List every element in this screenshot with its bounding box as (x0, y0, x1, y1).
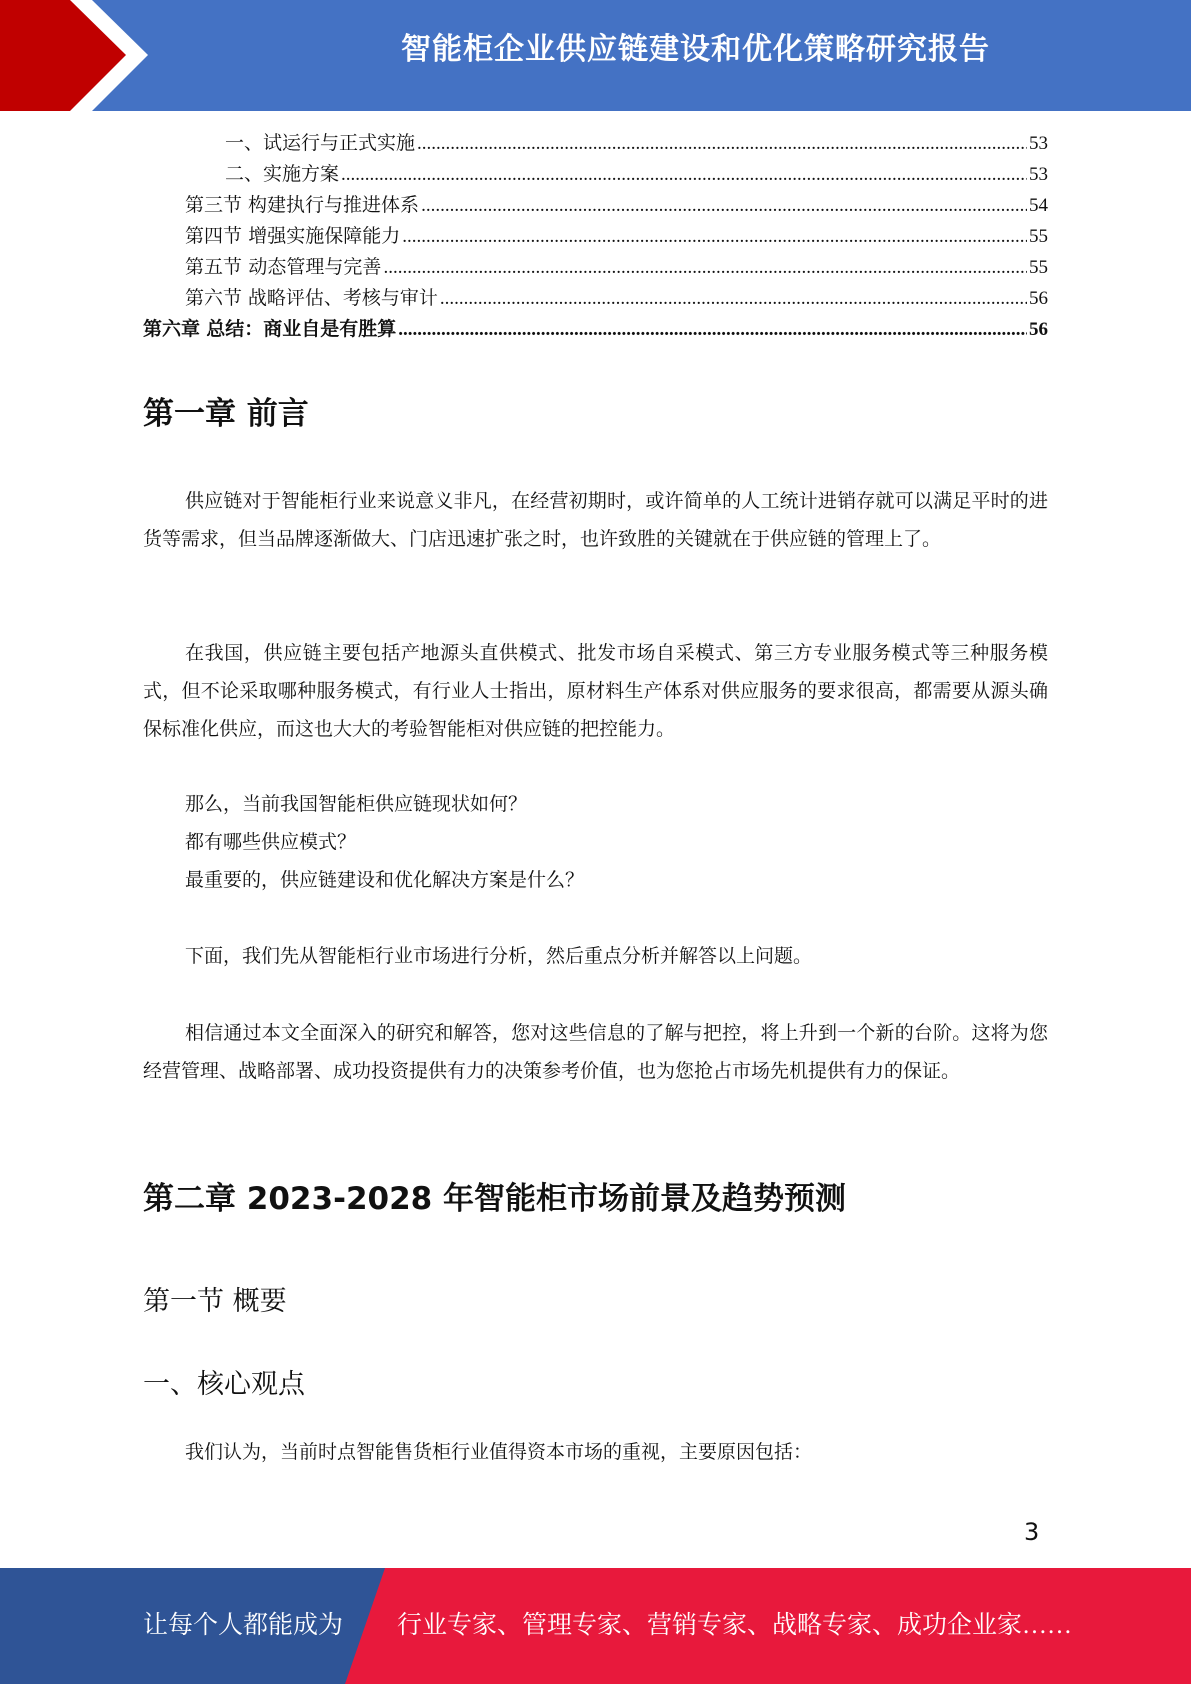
body-paragraph: 在我国，供应链主要包括产地源头直供模式、批发市场自采模式、第三方专业服务模式等三种服务模式，但不论采取哪种服务模式，有行业人士指出，原材料生产体系对供应服务的要求很高，都需要从源头确保标准化供应，而这也大大的考验智能柜对供应链的把控能力。 (143, 643, 1048, 740)
chapter-heading: 第二章 2023-2028 年智能柜市场前景及趋势预测 (143, 1181, 847, 1217)
toc-entry[interactable] (143, 314, 1048, 345)
toc-leader-dots (421, 190, 1027, 221)
toc-entry[interactable] (143, 221, 1048, 252)
toc-entry[interactable] (143, 159, 1048, 190)
toc-leader-dots (417, 128, 1027, 159)
toc-entry[interactable] (143, 128, 1048, 159)
toc-entry-label: 第四节 (185, 226, 243, 247)
table-of-contents (143, 128, 1048, 345)
toc-leader-dots (341, 159, 1027, 190)
page-number: 3 (1024, 1518, 1040, 1546)
footer-slogan-left: 让每个人都能成为 (143, 1612, 344, 1639)
toc-entry-label: 第五节 (185, 257, 243, 278)
toc-leader-dots (402, 221, 1027, 252)
toc-page-number: 53 (1029, 133, 1048, 154)
toc-entry-label: 第六节 (185, 288, 243, 309)
question-line: 都有哪些供应模式？ (185, 832, 357, 853)
question-line: 那么，当前我国智能柜供应链现状如何？ (185, 794, 528, 815)
toc-leader-dots (440, 283, 1027, 314)
page-header (0, 0, 1191, 111)
toc-page-number: 55 (1029, 226, 1048, 247)
toc-entry-text: 战略评估、考核与审计 (247, 288, 438, 309)
subsection-heading: 一、核心观点 (143, 1369, 305, 1400)
toc-entry-text: 总结：商业自是有胜算 (206, 319, 397, 340)
toc-entry-text: 二、实施方案 (225, 164, 340, 185)
toc-entry-label: 第六章 (143, 319, 201, 340)
toc-entry-label: 第三节 (185, 195, 243, 216)
body-paragraph: 下面，我们先从智能柜行业市场进行分析，然后重点分析并解答以上问题。 (185, 946, 813, 967)
chapter-heading: 第一章 前言 (143, 396, 309, 432)
toc-entry[interactable] (143, 190, 1048, 221)
toc-page-number: 54 (1029, 195, 1048, 216)
toc-leader-dots (398, 314, 1027, 345)
toc-entry-text: 动态管理与完善 (248, 257, 382, 278)
body-paragraph: 我们认为，当前时点智能售货柜行业值得资本市场的重视，主要原因包括： (185, 1442, 813, 1463)
toc-entry[interactable] (143, 252, 1048, 283)
toc-entry-text: 增强实施保障能力 (248, 226, 401, 247)
toc-leader-dots (383, 252, 1027, 283)
footer-slogan-right: 行业专家、管理专家、营销专家、战略专家、成功企业家…… (397, 1612, 1073, 1639)
toc-entry[interactable] (143, 283, 1048, 314)
report-title: 智能柜企业供应链建设和优化策略研究报告 (401, 32, 990, 67)
toc-entry-text: 一、试运行与正式实施 (225, 133, 416, 154)
toc-page-number: 55 (1029, 257, 1048, 278)
toc-page-number: 56 (1029, 319, 1048, 340)
page-footer (0, 1568, 1191, 1684)
header-chevron-icon (0, 0, 160, 111)
toc-entry-text: 构建执行与推进体系 (248, 195, 420, 216)
section-heading: 第一节 概要 (143, 1286, 287, 1317)
toc-page-number: 53 (1029, 164, 1048, 185)
toc-page-number: 56 (1029, 288, 1048, 309)
body-paragraph: 供应链对于智能柜行业来说意义非凡，在经营初期时，或许简单的人工统计进销存就可以满足平时的进货等需求，但当品牌逐渐做大、门店迅速扩张之时，也许致胜的关键就在于供应链的管理上了。 (143, 491, 1048, 550)
question-line: 最重要的，供应链建设和优化解决方案是什么？ (185, 870, 585, 891)
body-paragraph: 相信通过本文全面深入的研究和解答，您对这些信息的了解与把控，将上升到一个新的台阶。这将为您经营管理、战略部署、成功投资提供有力的决策参考价值，也为您抢占市场先机提供有力的保证。 (143, 1023, 1048, 1082)
